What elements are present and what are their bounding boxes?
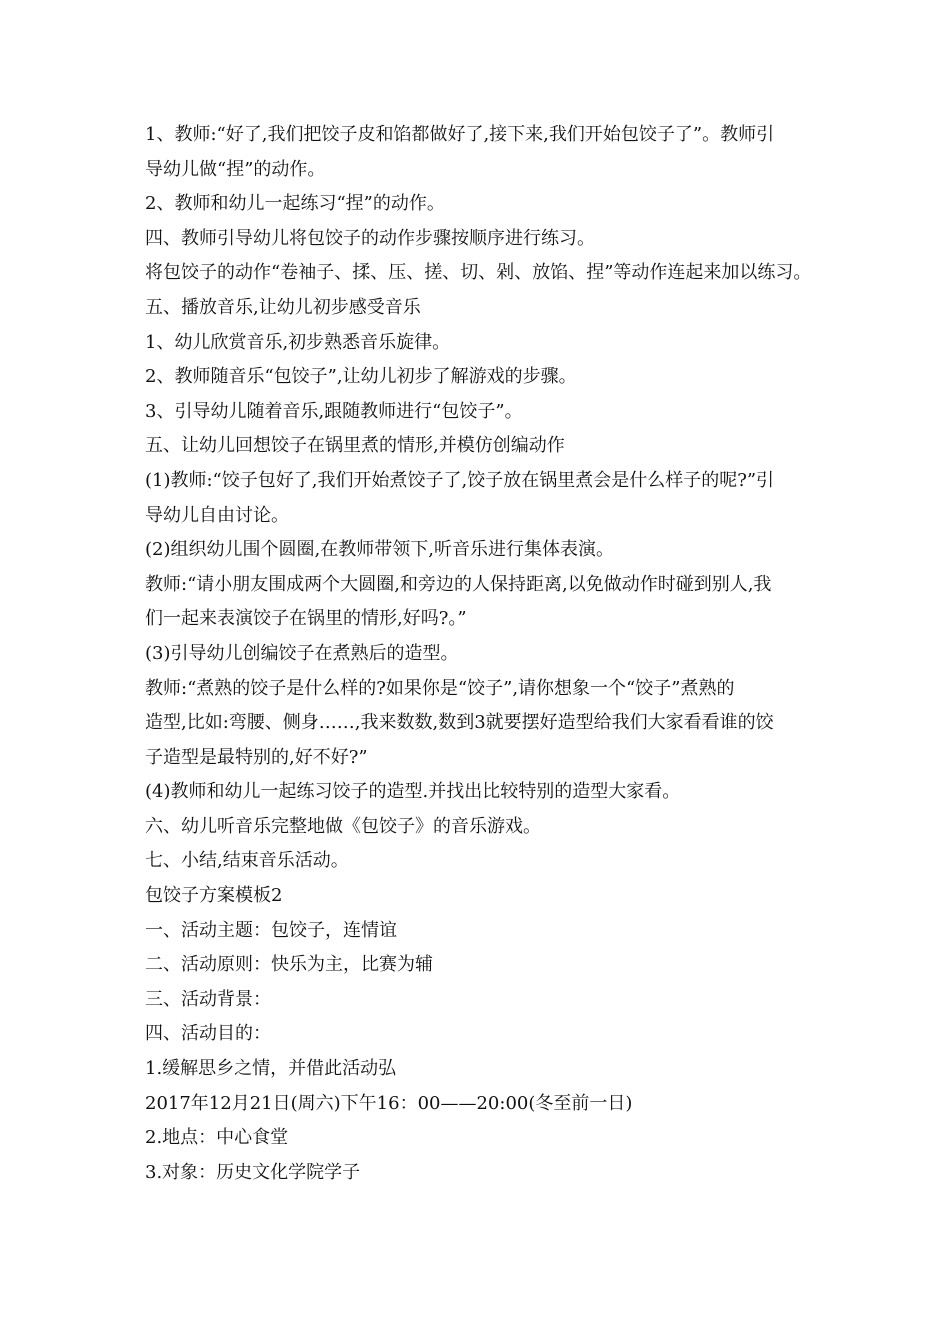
document-body (145, 118, 825, 1190)
section-heading: 七、小结,结束音乐活动。 (145, 850, 349, 872)
text-line: (1)教师:“饺子包好了,我们开始煮饺子了,饺子放在锅里煮会是什么样子的呢?”引 (145, 469, 775, 491)
section-heading: 三、活动背景： (145, 988, 271, 1010)
text-line: 导幼儿自由讨论。 (145, 504, 289, 526)
text-line: (2)组织幼儿围个圆圈,在教师带领下,听音乐进行集体表演。 (145, 539, 614, 561)
section-heading: 五、播放音乐,让幼儿初步感受音乐 (145, 296, 421, 318)
text-line: 3.对象：历史文化学院学子 (145, 1161, 361, 1183)
text-line: 1、幼儿欣赏音乐,初步熟悉音乐旋律。 (145, 331, 451, 353)
document-title: 包饺子方案模板2 (145, 885, 283, 907)
text-line: 2017年12月21日(周六)下午16：00——20:00(冬至前一日) (145, 1092, 633, 1114)
text-line: 子造型是最特别的,好不好?” (145, 746, 368, 768)
text-line: 将包饺子的动作“卷袖子、揉、压、搓、切、剁、放馅、捏”等动作连起来加以练习。 (145, 262, 812, 284)
text-line: 造型,比如:弯腰、侧身……,我来数数,数到3就要摆好造型给我们大家看看谁的饺 (145, 712, 774, 734)
section-heading: 五、让幼儿回想饺子在锅里煮的情形,并模仿创编动作 (145, 435, 565, 457)
text-line: 们一起来表演饺子在锅里的情形,好吗?。” (145, 608, 467, 630)
section-heading: 六、幼儿听音乐完整地做《包饺子》的音乐游戏。 (145, 815, 541, 837)
section-heading: 四、活动目的： (145, 1023, 271, 1045)
text-line: (3)引导幼儿创编饺子在煮熟后的造型。 (145, 642, 459, 664)
section-heading: 四、教师引导幼儿将包饺子的动作步骤按顺序进行练习。 (145, 227, 595, 249)
text-line: 2、教师随音乐“包饺子”,让幼儿初步了解游戏的步骤。 (145, 366, 577, 388)
text-line: 教师:“煮熟的饺子是什么样的?如果你是“饺子”,请你想象一个“饺子”煮熟的 (145, 677, 735, 699)
text-line: (4)教师和幼儿一起练习饺子的造型.并找出比较特别的造型大家看。 (145, 781, 681, 803)
section-heading: 一、活动主题：包饺子，连情谊 (145, 919, 397, 941)
text-line: 2.地点：中心食堂 (145, 1127, 289, 1149)
text-line: 教师:“请小朋友围成两个大圆圈,和旁边的人保持距离,以免做动作时碰到别人,我 (145, 573, 772, 595)
text-line: 1.缓解思乡之情，并借此活动弘 (145, 1058, 397, 1080)
text-line: 导幼儿做“捏”的动作。 (145, 158, 326, 180)
section-heading: 二、活动原则：快乐为主，比赛为辅 (145, 954, 433, 976)
text-line: 2、教师和幼儿一起练习“捏”的动作。 (145, 193, 445, 215)
text-line: 1、教师:“好了,我们把饺子皮和馅都做好了,接下来,我们开始包饺子了”。教师引 (145, 124, 775, 145)
text-line: 3、引导幼儿随着音乐,跟随教师进行“包饺子”。 (145, 400, 523, 422)
